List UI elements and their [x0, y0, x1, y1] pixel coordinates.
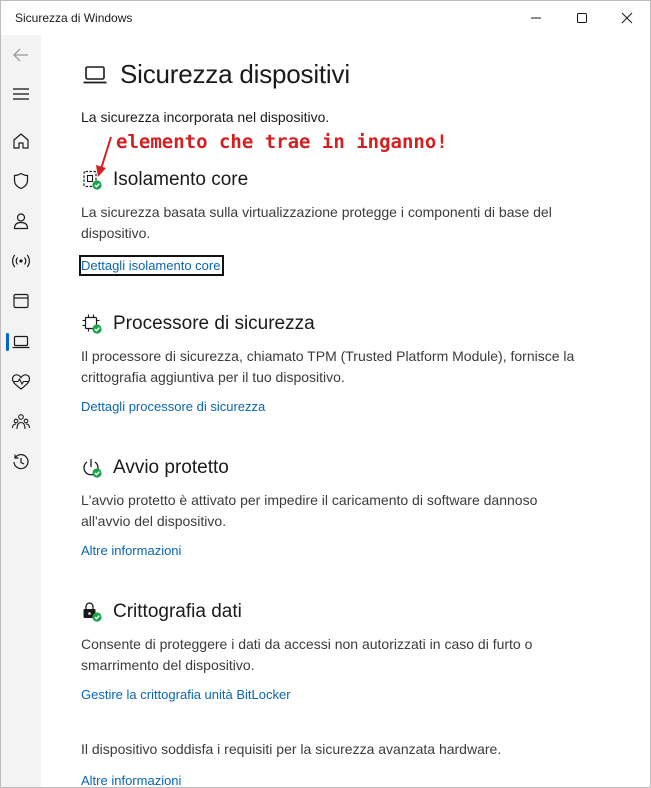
section-title: Crittografia dati — [113, 601, 242, 622]
nav-item-device-security[interactable] — [1, 324, 41, 360]
core-isolation-icon — [81, 169, 103, 191]
section-description: Consente di proteggere i dati da accessi non autorizzati in caso di furto o smarrimento del dispositivo. — [81, 636, 533, 673]
minimize-icon — [530, 12, 542, 24]
main-content — [41, 35, 650, 787]
bitlocker-manage-link[interactable]: Gestire la crittografia unità BitLocker — [81, 687, 291, 702]
family-icon — [11, 413, 31, 431]
menu-icon — [12, 87, 30, 101]
menu-button[interactable] — [1, 76, 41, 112]
section-core-isolation — [81, 167, 601, 276]
section-title: Processore di sicurezza — [113, 313, 315, 334]
secure-boot-icon — [81, 457, 103, 479]
security-processor-details-link[interactable]: Dettagli processore di sicurezza — [81, 399, 266, 414]
navigation-sidebar — [1, 35, 41, 787]
section-security-processor — [81, 311, 601, 416]
section-secure-boot — [81, 455, 601, 560]
section-header — [81, 167, 601, 193]
nav-item-firewall[interactable] — [1, 243, 41, 279]
page-header — [82, 59, 350, 90]
maximize-icon — [576, 12, 588, 24]
section-description: La sicurezza basata sulla virtualizzazione protegge i componenti di base del dispositivo. — [81, 204, 552, 241]
laptop-icon — [11, 334, 31, 350]
page-subtitle: La sicurezza incorporata nel dispositivo. — [81, 109, 330, 125]
close-button[interactable] — [604, 1, 650, 35]
section-header — [81, 311, 601, 337]
data-encryption-icon — [81, 601, 103, 623]
page-title: Sicurezza dispositivi — [120, 59, 350, 89]
nav-item-device-health[interactable] — [1, 364, 41, 400]
secure-boot-more-info-link[interactable]: Altre informazioni — [81, 543, 182, 558]
home-icon — [12, 132, 30, 150]
close-icon — [621, 12, 633, 24]
nav-item-virus-protection[interactable] — [1, 163, 41, 199]
history-icon — [12, 453, 30, 471]
window-title: Sicurezza di Windows — [15, 11, 133, 25]
hardware-security-status: Il dispositivo soddisfa i requisiti per la sicurezza avanzata hardware. — [81, 741, 502, 757]
back-button[interactable] — [1, 37, 41, 73]
back-arrow-icon — [12, 46, 30, 64]
section-header — [81, 599, 601, 625]
maximize-button[interactable] — [559, 1, 605, 35]
core-isolation-details-link[interactable]: Dettagli isolamento core — [79, 255, 224, 276]
section-title: Avvio protetto — [113, 457, 229, 478]
section-description: Il processore di sicurezza, chiamato TPM (Trusted Platform Module), fornisce la crittografia aggiuntiva per il tuo dispositivo. — [81, 348, 575, 385]
nav-item-app-browser[interactable] — [1, 283, 41, 319]
minimize-button[interactable] — [513, 1, 559, 35]
wireless-icon — [11, 252, 31, 270]
nav-item-protection-history[interactable] — [1, 444, 41, 480]
section-description: L'avvio protetto è attivato per impedire il caricamento di software dannoso all'avvio del dispositivo. — [81, 492, 538, 529]
section-header — [81, 455, 601, 481]
title-bar — [1, 1, 650, 35]
shield-icon — [12, 172, 30, 190]
annotation-text: elemento che trae in inganno! — [116, 131, 448, 153]
person-icon — [12, 212, 30, 230]
nav-item-account-protection[interactable] — [1, 203, 41, 239]
heart-pulse-icon — [11, 373, 31, 391]
nav-item-family[interactable] — [1, 404, 41, 440]
security-processor-icon — [81, 313, 103, 335]
app-browser-icon — [12, 292, 30, 310]
section-data-encryption — [81, 599, 601, 704]
footer-more-info-link[interactable]: Altre informazioni — [81, 773, 182, 788]
section-title: Isolamento core — [113, 169, 249, 190]
nav-item-home[interactable] — [1, 123, 41, 159]
laptop-icon — [82, 64, 108, 86]
